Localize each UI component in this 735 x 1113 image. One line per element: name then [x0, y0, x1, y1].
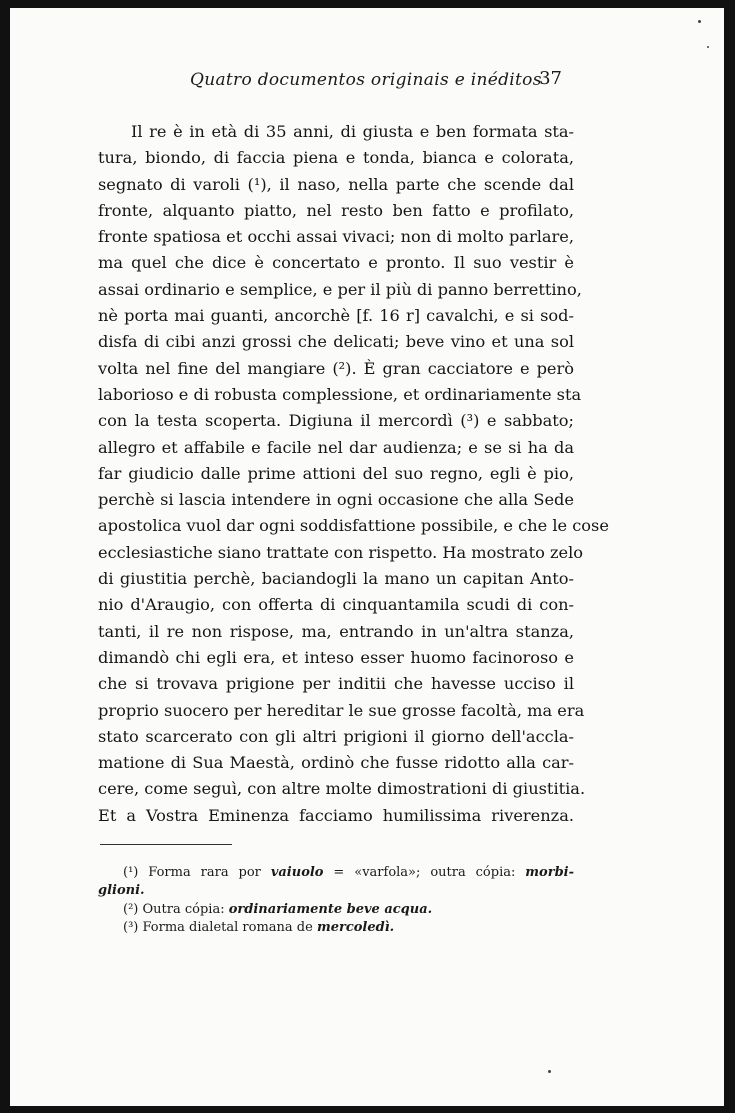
text-line: fronte, alquanto piatto, nel resto ben fatto e profilato,: [98, 200, 574, 220]
print-speck: [707, 46, 709, 48]
text-line: Et a Vostra Eminenza facciamo humilissima riverenza.: [98, 805, 574, 825]
text-line: con la testa scoperta. Digiuna il mercordì (³) e sabbato;: [98, 411, 574, 431]
print-speck: [548, 1070, 551, 1073]
text-line: di giustitia perchè, baciandogli la mano un capitan Anto-: [98, 569, 574, 589]
footnote-emphasis: vaiuolo: [270, 865, 324, 880]
footnote-mark: (²): [123, 901, 139, 917]
page-number: 37: [539, 68, 562, 89]
text-line: tura, biondo, di faccia piena e tonda, bianca e colorata,: [98, 148, 574, 168]
text-line: ecclesiastiche siano trattate con rispetto. Ha mostrato zelo: [98, 542, 583, 562]
text-line: allegro et affabile e facile nel dar audienza; e se si ha da: [98, 437, 574, 457]
body-text: [98, 119, 609, 829]
footnotes: [98, 864, 574, 938]
print-speck: [698, 20, 701, 23]
footnote-emphasis: mercoledì.: [316, 920, 395, 936]
text-line: segnato di varoli (¹), il naso, nella parte che scende dal: [98, 174, 574, 194]
text-line: disfa di cibi anzi grossi che delicati; beve vino et una sol: [98, 332, 574, 352]
footnote-text: Forma rara por: [148, 865, 271, 880]
running-title: Quatro documentos originais e inéditos: [190, 70, 542, 90]
footnote-emphasis: ordinariamente beve acqua.: [228, 901, 433, 917]
text-line: matione di Sua Maestà, ordinò che fusse ridotto alla car-: [98, 753, 574, 773]
footnote-text: Forma dialetal romana de: [142, 920, 317, 936]
footnote-mark: (³): [123, 920, 139, 936]
text-line: cere, come seguì, con altre molte dimostrationi di giustitia.: [98, 779, 586, 799]
footnote-2: [98, 901, 574, 919]
text-line: Il re è in età di 35 anni, di giusta e ben formata sta-: [131, 122, 574, 141]
text-line: far giudicio dalle prime attioni del suo regno, egli è pio,: [98, 463, 574, 483]
footnote-1-continuation: [98, 882, 574, 900]
footnote-emphasis: morbi-: [525, 865, 574, 880]
footnote-3: [98, 919, 574, 937]
text-line: ma quel che dice è concertato e pronto. Il suo vestir è: [98, 253, 574, 273]
footnote-text: = «varfola»; outra cópia:: [323, 865, 526, 880]
text-line: nè porta mai guanti, ancorchè [f. 16 r] cavalchi, e si sod-: [98, 306, 574, 326]
text-line: dimandò chi egli era, et inteso esser huomo facinoroso e: [98, 647, 574, 667]
book-page: [10, 8, 727, 1106]
footnote-emphasis: glioni.: [98, 883, 145, 899]
text-line: fronte spatiosa et occhi assai vivaci; non di molto parlare,: [98, 227, 574, 247]
text-line: stato scarcerato con gli altri prigioni il giorno dell'accla-: [98, 726, 574, 746]
running-header: [98, 70, 568, 94]
text-line: che si trovava prigione per inditii che havesse ucciso il: [98, 674, 574, 694]
text-line: assai ordinario e semplice, e per il più di panno berrettino,: [98, 279, 582, 299]
text-line: tanti, il re non rispose, ma, entrando in un'altra stanza,: [98, 621, 574, 641]
text-line: apostolica vuol dar ogni soddisfattione possibile, e che le cose: [98, 516, 609, 536]
text-line: laborioso e di robusta complessione, et ordinariamente sta: [98, 384, 582, 404]
footnote-1: [98, 864, 574, 882]
text-line: proprio suocero per hereditar le sue grosse facoltà, ma era: [98, 700, 585, 720]
text-line: nio d'Araugio, con offerta di cinquantamila scudi di con-: [98, 595, 574, 615]
text-line: volta nel fine del mangiare (²). È gran cacciatore e però: [98, 358, 574, 378]
footnote-rule: [100, 844, 232, 845]
footnote-mark: (¹): [123, 865, 139, 880]
footnote-text: Outra cópia:: [142, 901, 229, 917]
text-line: perchè si lascia intendere in ogni occasione che alla Sede: [98, 490, 574, 510]
